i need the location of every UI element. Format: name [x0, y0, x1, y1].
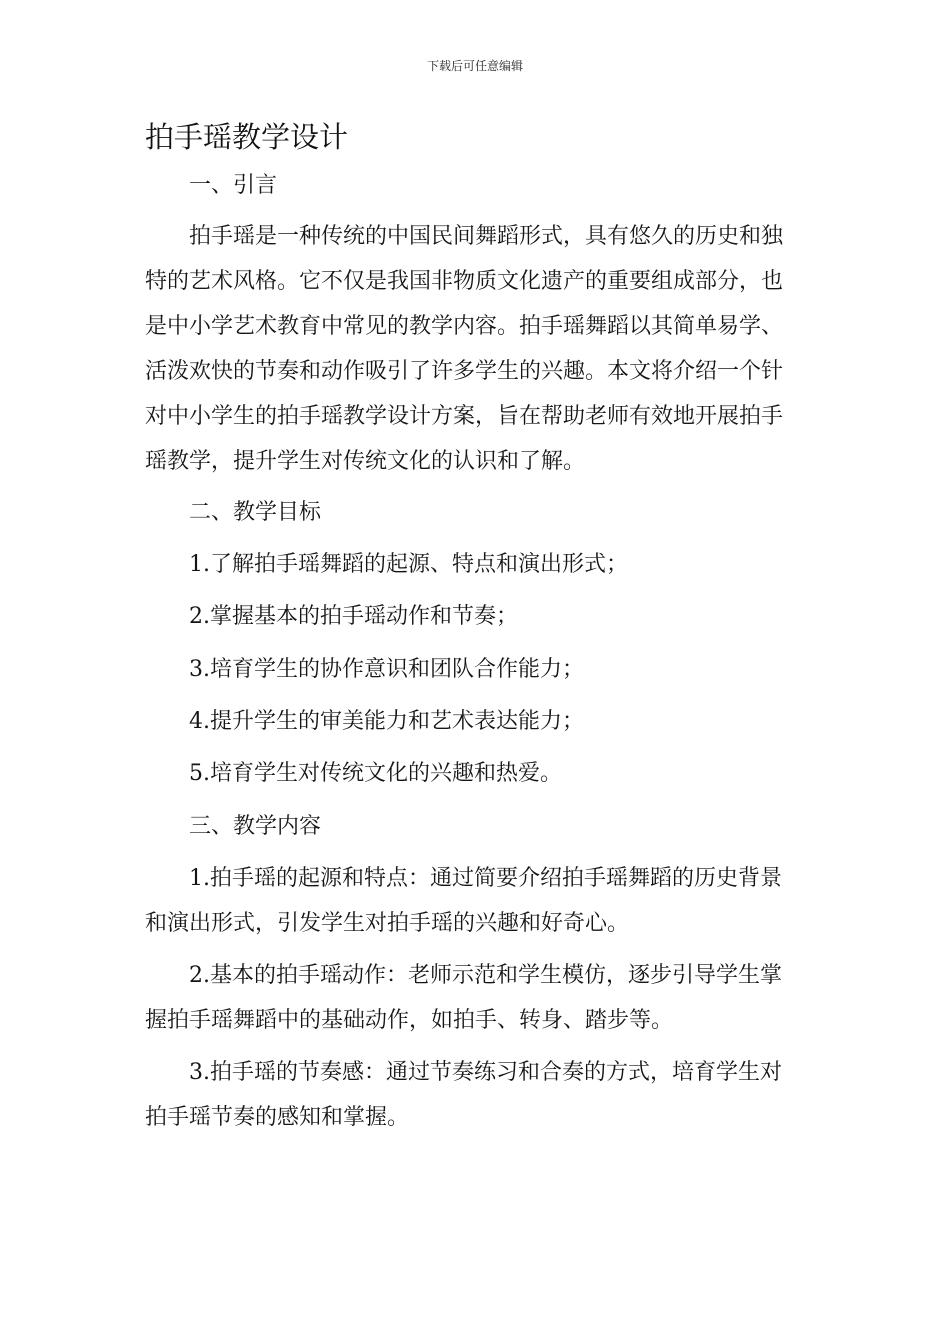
- intro-paragraph-line: 特的艺术风格。它不仅是我国非物质文化遗产的重要组成部分，也: [145, 269, 784, 294]
- teaching-content-line: 2.基本的拍手瑶动作：老师示范和学生模仿，逐步引导学生掌: [189, 963, 782, 988]
- teaching-goal-item: 3.培育学生的协作意识和团队合作能力；: [189, 657, 584, 682]
- intro-paragraph-line: 对中小学生的拍手瑶教学设计方案，旨在帮助老师有效地开展拍手: [145, 404, 784, 429]
- teaching-goal-item: 2.掌握基本的拍手瑶动作和节奏；: [189, 604, 518, 629]
- teaching-content-line: 拍手瑶节奏的感知和掌握。: [145, 1105, 410, 1130]
- section-heading-teaching-goals: 二、教学目标: [189, 500, 322, 525]
- intro-paragraph-line: 瑶教学，提升学生对传统文化的认识和了解。: [145, 449, 586, 474]
- section-heading-teaching-content: 三、教学内容: [189, 814, 322, 839]
- intro-paragraph-line: 活泼欢快的节奏和动作吸引了许多学生的兴趣。本文将介绍一个针: [145, 359, 784, 384]
- teaching-content-line: 和演出形式，引发学生对拍手瑶的兴趣和好奇心。: [145, 911, 630, 936]
- teaching-goal-item: 4.提升学生的审美能力和艺术表达能力；: [189, 709, 584, 734]
- teaching-goal-item: 1.了解拍手瑶舞蹈的起源、特点和演出形式；: [189, 552, 628, 577]
- teaching-content-line: 1.拍手瑶的起源和特点：通过简要介绍拍手瑶舞蹈的历史背景: [189, 866, 782, 891]
- intro-paragraph-line: 拍手瑶是一种传统的中国民间舞蹈形式，具有悠久的历史和独: [189, 224, 784, 249]
- teaching-content-line: 握拍手瑶舞蹈中的基础动作，如拍手、转身、踏步等。: [145, 1008, 674, 1033]
- document-title: 拍手瑶教学设计: [145, 120, 349, 154]
- section-heading-introduction: 一、引言: [189, 173, 278, 198]
- intro-paragraph-line: 是中小学艺术教育中常见的教学内容。拍手瑶舞蹈以其简单易学、: [145, 314, 784, 339]
- teaching-goal-item: 5.培育学生对传统文化的兴趣和热爱。: [189, 761, 562, 786]
- page-header-note: 下载后可任意编辑: [426, 59, 523, 73]
- teaching-content-line: 3.拍手瑶的节奏感：通过节奏练习和合奏的方式，培育学生对: [189, 1060, 782, 1085]
